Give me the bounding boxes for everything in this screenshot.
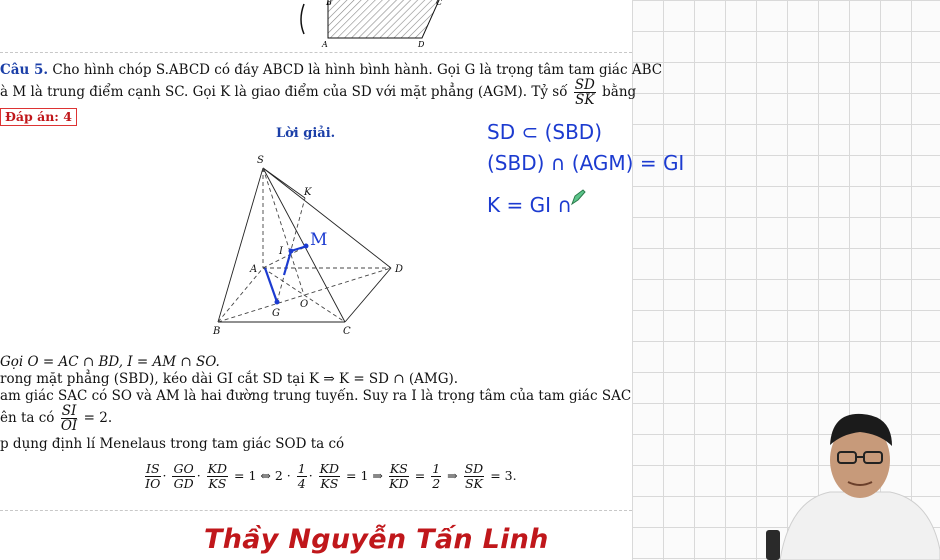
pyramid-diagram	[205, 150, 415, 340]
answer-box: Đáp án: 4	[0, 108, 77, 126]
numerator: SD	[464, 461, 484, 476]
handwritten-note-2: (SBD) ∩ (AGM) = GI	[487, 151, 685, 175]
point-g: G	[272, 308, 280, 319]
solution-line-4	[0, 404, 112, 433]
solution-line-1: Gọi O = AC ∩ BD, I = AM ∩ SO.	[0, 354, 220, 370]
numerator: KD	[319, 461, 340, 476]
section-divider	[0, 510, 632, 511]
fraction-denominator: OI	[60, 418, 78, 434]
denominator: KD	[389, 476, 409, 491]
vertex-d: D	[395, 264, 404, 275]
numerator: IS	[146, 461, 160, 476]
numerator: 1	[432, 461, 441, 476]
question-text: Cho hình chóp S.ABCD có đáy ABCD là hình bình hành. Gọi G là trọng tâm tam giác ABC	[52, 62, 663, 78]
denominator: GD	[173, 476, 194, 491]
vertex-s: S	[257, 155, 264, 166]
numerator: KD	[207, 461, 228, 476]
point-i: I	[279, 246, 283, 257]
vertex-b: B	[213, 326, 221, 337]
presenter-name-footer: Thầy Nguyễn Tấn Linh	[204, 524, 549, 555]
point-o: O	[300, 299, 309, 310]
equation-part: = 1 ⇔ 2 ·	[234, 468, 291, 483]
fraction-sd-sk	[464, 462, 485, 491]
solution-line-3: am giác SAC có SO và AM là hai đường trung tuyến. Suy ra I là trọng tâm của tam giác SAC	[0, 388, 632, 404]
equation-part: ⇒	[447, 468, 458, 483]
denominator: 2	[432, 476, 441, 491]
vertex-a: A	[250, 264, 258, 275]
numerator: GO	[173, 461, 194, 476]
section-divider	[0, 52, 632, 53]
equation-part: = 3.	[490, 468, 517, 483]
denominator: KS	[320, 476, 339, 491]
top-parallelogram-figure	[290, 0, 460, 50]
fraction-numerator: SI	[61, 403, 77, 419]
numerator: 1	[297, 461, 306, 476]
line-4-start: ên ta có	[0, 410, 55, 426]
fraction-kd-ks-2	[319, 462, 340, 491]
question-line-2	[0, 78, 636, 107]
fraction-go-gd	[172, 462, 194, 491]
question-line-1	[0, 62, 662, 78]
question-text-end: bằng	[602, 84, 637, 100]
presenter-video	[760, 400, 940, 560]
si-oi-fraction	[61, 404, 78, 433]
numerator: KS	[389, 461, 408, 476]
fraction-ks-kd	[389, 462, 409, 491]
denominator: SK	[464, 476, 483, 491]
fraction-numerator: SD	[574, 77, 595, 93]
fraction-kd-ks	[207, 462, 228, 491]
question-number: Câu 5.	[0, 62, 49, 78]
pen-cursor-icon	[570, 188, 586, 206]
denominator: IO	[145, 476, 161, 491]
fraction-1-4	[297, 462, 307, 491]
point-k: K	[304, 187, 312, 198]
denominator: KS	[208, 476, 227, 491]
fraction-denominator: SK	[575, 92, 595, 108]
handwritten-note-1: SD ⊂ (SBD)	[487, 120, 602, 144]
solution-title: Lời giải.	[276, 126, 336, 141]
label-d: D	[418, 40, 425, 49]
label-b: B	[326, 0, 332, 7]
menelaus-equation: $\frac{IS}{IO}$ · $\frac{GO}{GD}$ · $\frac{KD}{KS}$ = 1 ⇔ 2 · $\frac{1}{4}$ · $\frac{KD}{KS}$ = 1 ⇒ $\frac{KS}{KD}$ = $\frac{1}{2}$ ⇒ $\frac{SD}{SK}$ = 3.	[145, 461, 517, 491]
fraction-1-2	[431, 462, 441, 491]
point-m-handwritten: M	[310, 230, 328, 250]
equation-part: = 1 ⇒	[346, 468, 383, 483]
label-a: A	[322, 40, 328, 49]
fraction-is-io	[145, 462, 161, 491]
solution-line-5: p dụng định lí Menelaus trong tam giác SOD ta có	[0, 436, 345, 452]
line-4-end: = 2.	[83, 410, 113, 426]
solution-line-2: rong mặt phẳng (SBD), kéo dài GI cắt SD tại K ⇒ K = SD ∩ (AMG).	[0, 371, 459, 387]
vertex-c: C	[343, 326, 351, 337]
ratio-fraction	[574, 78, 596, 107]
equation-part: =	[414, 468, 426, 483]
denominator: 4	[297, 476, 306, 491]
label-c: C	[436, 0, 443, 7]
handwritten-note-3: K = GI ∩	[487, 193, 572, 217]
question-text-2: à M là trung điểm cạnh SC. Gọi K là giao điểm của SD với mặt phẳng (AGM). Tỷ số	[0, 84, 568, 100]
